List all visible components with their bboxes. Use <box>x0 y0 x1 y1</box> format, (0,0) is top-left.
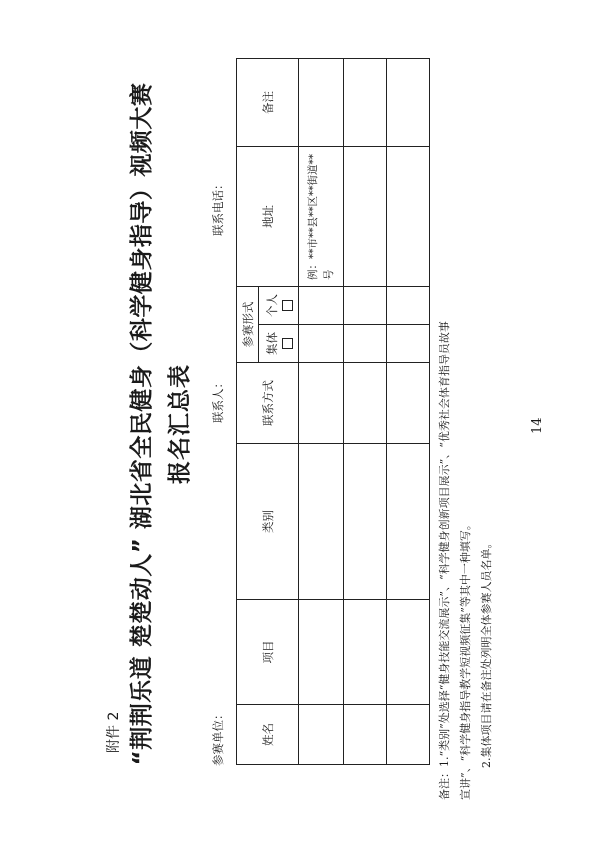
cell-contact-method[interactable] <box>387 363 430 444</box>
cell-category[interactable] <box>299 444 344 600</box>
cell-category[interactable] <box>387 444 430 600</box>
cell-contact-method[interactable] <box>299 363 344 444</box>
cell-contact-method[interactable] <box>344 363 387 444</box>
note-line-1: 备注：1.“类别”处选择“健身技能交流展示”、“科学健身创新项目展示”、“优秀社会体育指导员故事 <box>438 321 451 800</box>
note-line-2: 宣讲”、“科学健身指导教学短视频征集”等其中一种填写。 <box>459 519 472 800</box>
note-line-3: 2.集体项目请在备注处列明全体参赛人员名单。 <box>480 537 493 768</box>
header-address: 地址 <box>237 147 299 287</box>
header-contact-method: 联系方式 <box>237 363 299 444</box>
header-participation: 参赛形式 <box>237 287 259 363</box>
document-subtitle: 报名汇总表 <box>167 364 193 484</box>
header-individual: 个人 <box>264 294 279 317</box>
header-category: 类别 <box>237 444 299 600</box>
cell-remarks[interactable] <box>344 59 387 147</box>
cell-name[interactable] <box>344 705 387 765</box>
cell-remarks[interactable] <box>387 59 430 147</box>
cell-group[interactable] <box>344 325 387 363</box>
cell-group[interactable] <box>387 325 430 363</box>
contact-phone-label: 联系电话： <box>211 178 225 236</box>
header-name: 姓名 <box>237 705 299 765</box>
cell-group[interactable] <box>299 325 344 363</box>
cell-name[interactable] <box>299 705 344 765</box>
page-number: 14 <box>530 417 545 434</box>
header-remarks: 备注 <box>237 59 299 147</box>
cell-name[interactable] <box>387 705 430 765</box>
attachment-label: 附件 2 <box>106 711 122 753</box>
header-project: 项目 <box>237 600 299 705</box>
cell-project[interactable] <box>387 600 430 705</box>
cell-project[interactable] <box>299 600 344 705</box>
cell-individual[interactable] <box>387 287 430 325</box>
cell-individual[interactable] <box>344 287 387 325</box>
cell-project[interactable] <box>344 600 387 705</box>
group-checkbox[interactable] <box>282 338 293 349</box>
header-group: 集体 <box>264 332 279 355</box>
cell-category[interactable] <box>344 444 387 600</box>
participating-unit-label: 参赛单位： <box>211 708 225 766</box>
registration-table <box>236 58 430 765</box>
contact-person-label: 联系人： <box>211 377 225 423</box>
cell-individual[interactable] <box>299 287 344 325</box>
header-individual-cell <box>259 287 299 325</box>
cell-remarks[interactable] <box>299 59 344 147</box>
cell-address[interactable] <box>344 147 387 287</box>
address-example: 例：**市**县**区**街道**号 <box>299 147 344 287</box>
cell-address[interactable] <box>387 147 430 287</box>
header-group-cell <box>259 325 299 363</box>
individual-checkbox[interactable] <box>282 300 293 311</box>
document-title: “荆荆乐道 楚楚动人” 湖北省全民健身（科学健身指导）视频大赛 <box>129 82 155 766</box>
